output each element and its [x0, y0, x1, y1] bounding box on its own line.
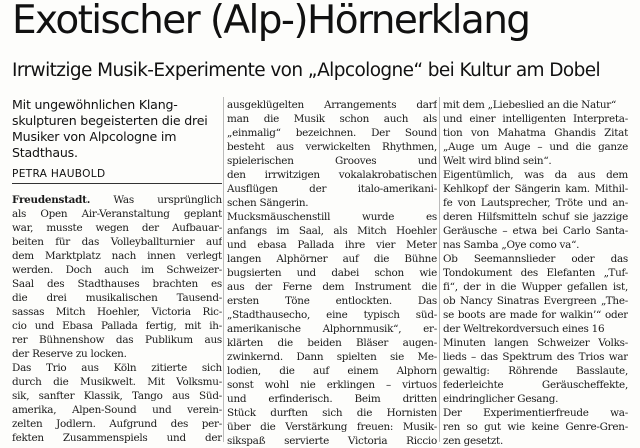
column-line: spielerischen Grooves und [227, 155, 437, 167]
column-line: lodien, die auf einem Alphorn [227, 365, 437, 377]
article-column-2 [227, 98, 437, 448]
column-line: besteht aus verwickelten Rhythmen, [227, 141, 437, 153]
column-line: anfangs im Saal, als Mitch Hoehler [227, 225, 437, 237]
column-line: rer Bühnenshow das Publikum aus [12, 334, 222, 346]
column-line: Mucksmäuschenstill wurde es [227, 211, 437, 223]
column-line: sik, sanfter Klassik, Tango aus Süd- [12, 390, 222, 402]
column-line: durch die Musikwelt. Mit Volksmu- [12, 376, 222, 388]
column-line: zwinkernd. Dann spielten sie Me- [227, 351, 437, 363]
column-line: Ob Seemannslieder oder das [443, 253, 628, 265]
column-line: amerikanische Alphornmusik“, er- [227, 323, 437, 335]
column-line [12, 193, 222, 207]
column-line: und ebasa Pallada ihre vier Meter [227, 239, 437, 251]
column-line-text: Was ursprünglich [90, 194, 222, 206]
column-line: werden. Doch auch im Schweizer- [12, 264, 222, 276]
column-line: mit dem „Liebeslied an die Natur“ [443, 99, 617, 111]
column-line: zen gesetzt. [443, 435, 504, 447]
headline: Exotischer (Alp-)Hörnerklang [12, 0, 530, 43]
column-line: nas Samba „Oye como va“. [443, 239, 580, 251]
column-line: klärten die beiden Bläser augen- [227, 337, 437, 349]
column-line: fe von Lautsprecher, Tröte und an- [443, 197, 628, 209]
column-line: „Auge um Auge – und die ganze [443, 141, 628, 153]
column-line: Eigentümlich, was da aus dem [443, 169, 628, 181]
column-line: sonst wohl nie erklingen – virtuos [227, 379, 437, 391]
column-line: Stück durften sich die Hornisten [227, 407, 437, 419]
column-line: ersten Töne entlockten. Das [227, 295, 437, 307]
column-line: der Weltrekordversuch eines 16 [443, 323, 605, 335]
column-line: und erfinderisch. Beim dritten [227, 393, 437, 405]
column-line: Ausflügen der italo-amerikani- [227, 183, 437, 195]
teaser-line: Musiker von Alpcologne im [12, 129, 177, 144]
column-line: beiten für das Volleyballturnier auf [12, 236, 222, 248]
column-line: Der Experimentierfreude wa- [443, 407, 628, 419]
column-line: den irrwitzigen vokalakrobatischen [227, 169, 437, 181]
teaser-line: skulpturen begeisterten die drei [12, 113, 208, 128]
column-divider [223, 97, 224, 442]
column-line: deren Hilfsmitteln schuf sie jazzige [443, 211, 628, 223]
column-line: der Reserve zu locken. [12, 348, 127, 360]
column-line: dem Marktplatz nach innen verlegt [12, 250, 222, 262]
column-line: Tondokument des Elefanten „Tuf- [443, 267, 628, 279]
column-line: Geräusche – etwa bei Carlo Santa- [443, 225, 628, 237]
column-line: aus der Ferne dem Instrument die [227, 281, 437, 293]
teaser-line: Mit ungewöhnlichen Klang- [12, 97, 178, 112]
column-line: ausgeklügelten Arrangements darf [227, 99, 437, 111]
column-line: Das Trio aus Köln zitierte sich [12, 362, 222, 374]
column-line: die drei musikalischen Tausend- [12, 292, 222, 304]
column-line: als Open Air-Veranstaltung geplant [12, 208, 222, 220]
teaser-line: Stadthaus. [12, 145, 78, 160]
column-line: sassas Mitch Hoehler, Victoria Ric- [12, 306, 222, 318]
column-line: man die Musik schon auch als [227, 113, 437, 125]
column-line: sikspaß servierte Victoria Riccio [227, 435, 437, 447]
column-line: federleichte Geräuscheffekte, [443, 379, 628, 391]
column-line: Welt wird blind sein“. [443, 155, 552, 167]
column-line: gewaltig: Röhrende Basslaute, [443, 365, 628, 377]
column-line: über die Verstärkung freuen: Musik- [227, 421, 437, 433]
column-line: langen Alphörner auf die Bühne [227, 253, 437, 265]
dateline: Freudenstadt. [12, 194, 91, 206]
column-line: ob Nancy Sinatras Evergreen „The- [443, 295, 628, 307]
column-divider [439, 97, 440, 442]
column-line: zelten Jodlern. Aufgrund des per- [12, 418, 222, 430]
column-line: war, musste wegen der Aufbauar- [12, 222, 222, 234]
column-line: amerika, Alpen-Sound und verein- [12, 404, 222, 416]
column-line: ren so gut wie keine Genre-Gren- [443, 421, 628, 433]
column-line: fi“, der in die Wupper gefallen ist, [443, 281, 628, 293]
column-line: lieds – das Spektrum des Trios war [443, 351, 628, 363]
author-byline: PETRA HAUBOLD [12, 167, 222, 184]
column-line: und einer intelligenten Interpreta- [443, 113, 628, 125]
column-line: bugsierten und dabei schon wie [227, 267, 437, 279]
column-line: „einmalig“ bezeichnen. Der Sound [227, 127, 437, 139]
column-line: se boots are made for walkin’“ oder [443, 309, 628, 321]
column-line: fekten Zusammenspiels und der [12, 432, 222, 444]
column-line: „Stadthausecho, eine typisch süd- [227, 309, 437, 321]
column-line: cio und Ebasa Pallada fertig, mit ih- [12, 320, 222, 332]
column-line: Kehlkopf der Sängerin kam. Mithil- [443, 183, 628, 195]
article-column-1 [12, 193, 222, 445]
column-line: eindringlicher Gesang. [443, 393, 559, 405]
column-line: Saal des Stadthauses brachten es [12, 278, 222, 290]
column-line: Minuten langen Schweizer Volks- [443, 337, 628, 349]
article-column-3 [443, 98, 628, 448]
column-line: schen Sängerin. [227, 197, 309, 209]
column-line: tion von Mahatma Ghandis Zitat [443, 127, 628, 139]
teaser [12, 97, 222, 161]
subtitle: Irrwitzige Musik-Experimente von „Alpcologne“ bei Kultur am Dobel [12, 60, 601, 81]
